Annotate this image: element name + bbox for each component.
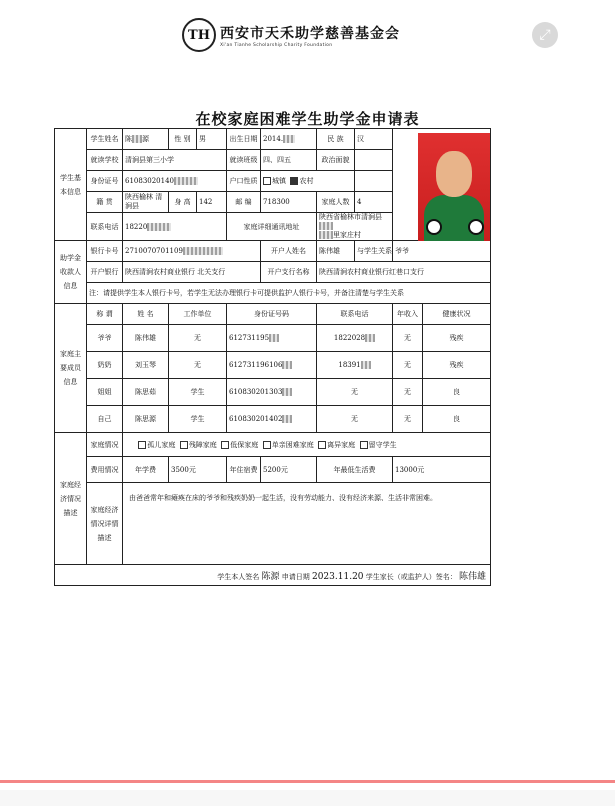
member-header-id: 身份证号码 — [227, 304, 317, 325]
tuition-label: 年学费 — [123, 457, 169, 483]
section-economy: 家庭经济情况描述 — [55, 433, 87, 565]
lodging-field: 5200元 — [261, 457, 317, 483]
class-label: 就读班级 — [227, 150, 261, 171]
holder-field: 陈伟雄 — [317, 241, 355, 262]
branch-field: 陕西清涧农村商业银行红巷口支行 — [317, 262, 491, 283]
member-health: 良 — [423, 406, 491, 433]
gender-label: 性 别 — [169, 129, 197, 150]
table-row — [55, 406, 491, 433]
member-id: 612731195 — [227, 325, 317, 352]
id-label: 身份证号 — [87, 171, 123, 192]
member-work: 无 — [169, 325, 227, 352]
school-field: 清涧县第三小学 — [123, 150, 227, 171]
desc-text: 由爸爸常年和瘫痪在床的爷爷和残疾奶奶一起生活，没有劳动能力、没有经济来源、生活非常困难。 — [123, 483, 491, 565]
situation-label: 家庭情况 — [87, 433, 123, 457]
hukou-field: 城镇 农村 — [261, 171, 355, 192]
member-phone: 1822028 — [317, 325, 393, 352]
tuition-field: 3500元 — [169, 457, 227, 483]
bank-label: 开户银行 — [87, 262, 123, 283]
member-health: 残疾 — [423, 352, 491, 379]
foundation-logo — [182, 18, 400, 52]
table-row — [55, 352, 491, 379]
photo-badge-left — [426, 219, 442, 235]
postal-field: 718300 — [261, 192, 317, 213]
option-checkbox — [263, 441, 271, 449]
member-header-income: 年收入 — [393, 304, 423, 325]
member-phone: 无 — [317, 406, 393, 433]
member-id: 610830201303 — [227, 379, 317, 406]
logo-mark: TH — [182, 18, 216, 52]
option-checkbox — [180, 441, 188, 449]
section-aid: 助学金收款人信息 — [55, 241, 87, 304]
address-label: 家庭详细通讯地址 — [227, 213, 317, 241]
member-header-phone: 联系电话 — [317, 304, 393, 325]
photo-face — [436, 151, 472, 197]
holder-label: 开户人姓名 — [261, 241, 317, 262]
birth-field: 2014. — [261, 129, 317, 150]
branch-label: 开户支行名称 — [261, 262, 317, 283]
living-field: 13000元 — [393, 457, 491, 483]
date-field: 2023.11.20 — [311, 571, 364, 582]
native-field: 陕西榆林 清涧县 — [123, 192, 169, 213]
member-name: 陈思茹 — [123, 379, 169, 406]
aid-note: 注：请提供学生本人银行卡号，若学生无法办理银行卡可提供监护人银行卡号，并备注清楚与学生关系 — [87, 283, 491, 304]
option-checkbox — [221, 441, 229, 449]
id-field: 61083020140 — [123, 171, 227, 192]
member-header-title: 称 谓 — [87, 304, 123, 325]
photo-badge-right — [468, 219, 484, 235]
member-header-health: 健康状况 — [423, 304, 491, 325]
cost-label: 费用情况 — [87, 457, 123, 483]
relation-label: 与学生关系 — [355, 241, 393, 262]
phone-label: 联系电话 — [87, 213, 123, 241]
option-checkbox — [360, 441, 368, 449]
member-title: 自己 — [87, 406, 123, 433]
member-title: 姐姐 — [87, 379, 123, 406]
living-label: 年最低生活费 — [317, 457, 393, 483]
political-label: 政治面貌 — [317, 150, 355, 171]
option-checkbox — [318, 441, 326, 449]
relation-field: 爷爷 — [393, 241, 491, 262]
member-header-name: 姓 名 — [123, 304, 169, 325]
member-id: 612731196106 — [227, 352, 317, 379]
member-income: 无 — [393, 325, 423, 352]
member-name: 刘玉琴 — [123, 352, 169, 379]
political-field — [355, 150, 393, 171]
school-label: 就读学校 — [87, 150, 123, 171]
table-row — [55, 325, 491, 352]
member-title: 奶奶 — [87, 352, 123, 379]
ethnic-label: 民 族 — [317, 129, 355, 150]
hukou-label: 户口性质 — [227, 171, 261, 192]
phone-field: 18220 — [123, 213, 227, 241]
height-field: 142 — [197, 192, 227, 213]
section-basic: 学生基本信息 — [55, 129, 87, 241]
bottom-rule — [0, 780, 615, 783]
member-health: 良 — [423, 379, 491, 406]
option-checkbox — [138, 441, 146, 449]
member-income: 无 — [393, 379, 423, 406]
address-field: 陕西省榆林市清涧县 里家庄村 — [317, 213, 393, 241]
member-work: 无 — [169, 352, 227, 379]
member-health: 残疾 — [423, 325, 491, 352]
student-photo — [418, 133, 490, 241]
class-field: 四、四五 — [261, 150, 317, 171]
native-label: 籍 贯 — [87, 192, 123, 213]
member-income: 无 — [393, 352, 423, 379]
card-label: 银行卡号 — [87, 241, 123, 262]
member-name: 陈伟雄 — [123, 325, 169, 352]
situation-options: 孤儿家庭 残障家庭 低保家庭 单亲困难家庭 离异家庭 留守学生 — [123, 433, 491, 457]
lodging-label: 年住宿费 — [227, 457, 261, 483]
guardian-signature: 陈伟雄 — [458, 571, 486, 582]
member-phone: 无 — [317, 379, 393, 406]
member-name: 陈思源 — [123, 406, 169, 433]
birth-label: 出生日期 — [227, 129, 261, 150]
bank-field: 陕西清涧农村商业银行 北关支行 — [123, 262, 261, 283]
member-title: 爷爷 — [87, 325, 123, 352]
member-header-work: 工作单位 — [169, 304, 227, 325]
section-members: 家庭主要成员信息 — [55, 304, 87, 433]
member-work: 学生 — [169, 379, 227, 406]
logo-name-cn: 西安市天禾助学慈善基金会 — [220, 25, 400, 42]
member-income: 无 — [393, 406, 423, 433]
postal-label: 邮 编 — [227, 192, 261, 213]
form-title: 在校家庭困难学生助学金申请表 — [195, 110, 420, 128]
hukou-rural-checkbox — [290, 177, 298, 185]
signature-row: 学生本人签名 陈源 申请日期 2023.11.20 学生家长（或监护人）签名： 陈伟雄 — [55, 565, 491, 586]
student-signature: 陈源 — [261, 571, 280, 582]
desc-label: 家庭经济情况详情描述 — [87, 483, 123, 565]
family-count-label: 家庭人数 — [317, 192, 355, 213]
zoom-icon[interactable]: ⤢ — [532, 22, 558, 48]
height-label: 身 高 — [169, 192, 197, 213]
name-label: 学生姓名 — [87, 129, 123, 150]
hukou-city-checkbox — [263, 177, 271, 185]
member-id: 610830201402 — [227, 406, 317, 433]
member-work: 学生 — [169, 406, 227, 433]
name-field: 陈 源 — [123, 129, 169, 150]
card-field: 2710070701109 — [123, 241, 261, 262]
logo-name-en: Xi'an Tianhe Scholarship Charity Foundation — [220, 42, 333, 48]
table-row — [55, 379, 491, 406]
ethnic-field: 汉 — [355, 129, 393, 150]
member-phone: 18391 — [317, 352, 393, 379]
gender-field: 男 — [197, 129, 227, 150]
family-count-field: 4 — [355, 192, 393, 213]
